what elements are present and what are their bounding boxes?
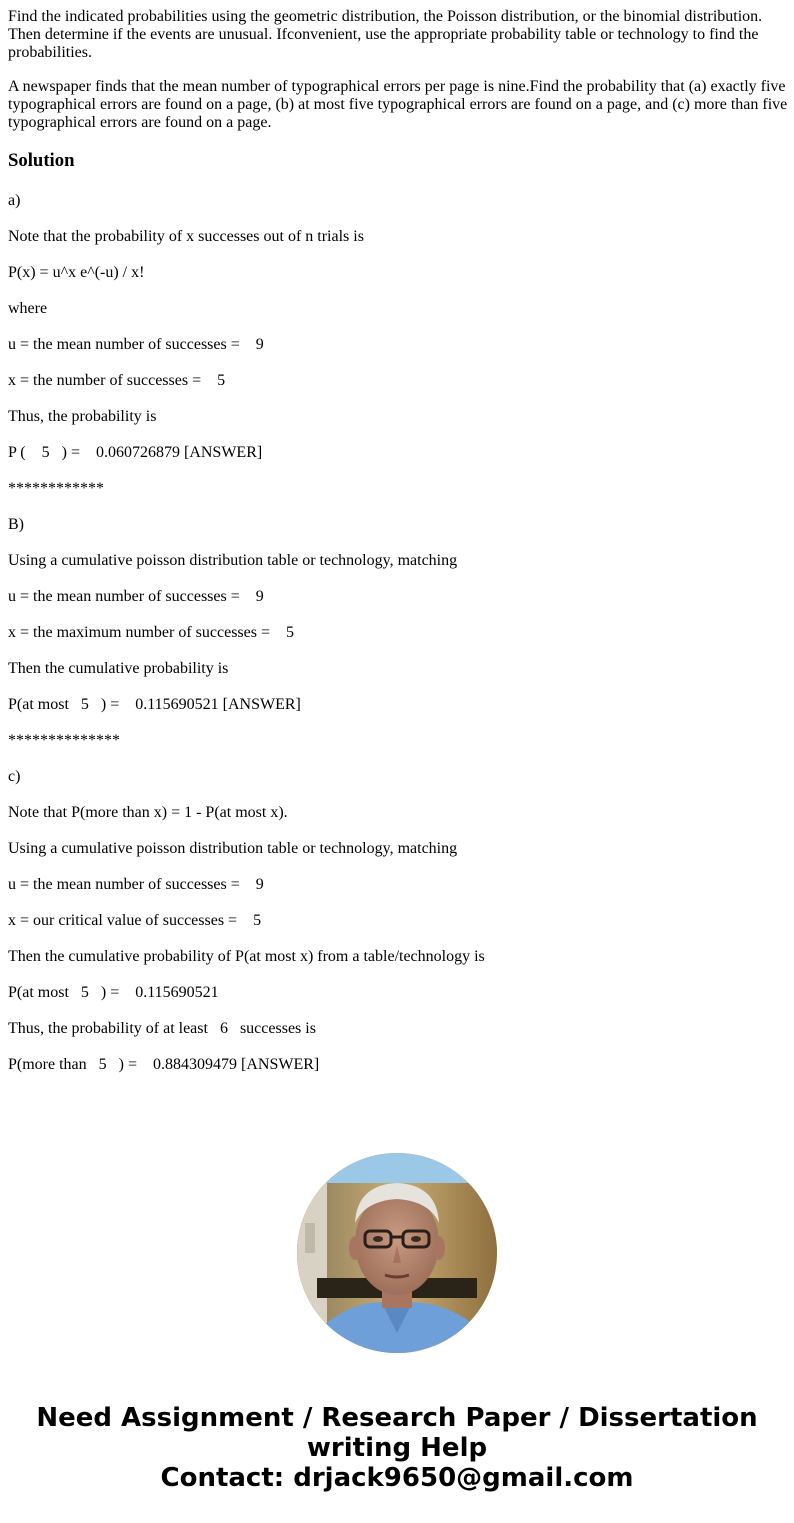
solution-line: P(at most 5 ) = 0.115690521 (8, 984, 219, 1001)
solution-line: Thus, the probability is (8, 408, 157, 425)
solution-line: c) (8, 768, 21, 785)
solution-line: u = the mean number of successes = 9 (8, 336, 264, 353)
solution-answer-a: P ( 5 ) = 0.060726879 [ANSWER] (8, 444, 263, 461)
solution-line: P(x) = u^x e^(-u) / x! (8, 264, 145, 281)
solution-line: u = the mean number of successes = 9 (8, 588, 264, 605)
solution-line: Then the cumulative probability is (8, 660, 229, 677)
solution-line: x = the number of successes = 5 (8, 372, 226, 389)
author-photo (297, 1153, 497, 1353)
separator-stars: ************ (8, 480, 104, 497)
solution-line: Note that the probability of x successes out of n trials is (8, 228, 364, 245)
solution-line: x = our critical value of successes = 5 (8, 912, 262, 929)
problem-question: A newspaper finds that the mean number of typographical errors per page is nine.Find the probability that (a) exactly five typographical errors are found on a page, (b) at most five typographical errors are found on a page, and (c) more than five typographical errors are found on a page. (8, 78, 788, 131)
solution-line: B) (8, 516, 24, 533)
separator-stars: ************** (8, 732, 120, 749)
solution-answer-b: P(at most 5 ) = 0.115690521 [ANSWER] (8, 696, 301, 713)
solution-line: Using a cumulative poisson distribution table or technology, matching (8, 552, 458, 569)
banner-line: writing Help (306, 1433, 488, 1463)
contact-banner (0, 1403, 794, 1493)
author-avatar (297, 1153, 497, 1353)
solution-body (8, 192, 788, 1074)
solution-line: x = the maximum number of successes = 5 (8, 624, 294, 641)
solution-line: Then the cumulative probability of P(at most x) from a table/technology is (8, 948, 485, 965)
contact-email: Contact: drjack9650@gmail.com (160, 1463, 634, 1493)
solution-heading: Solution (8, 150, 75, 171)
document-content (8, 0, 788, 1074)
solution-line: where (8, 300, 48, 317)
banner-line: Need Assignment / Research Paper / Dissertation (36, 1403, 758, 1433)
solution-line: Using a cumulative poisson distribution table or technology, matching (8, 840, 458, 857)
solution-answer-c: P(more than 5 ) = 0.884309479 [ANSWER] (8, 1056, 320, 1073)
problem-instructions: Find the indicated probabilities using the geometric distribution, the Poisson distribution, or the binomial distribution. Then determine if the events are unusual. Ifconvenient, use the appropriate probability table or technology to find the probabilities. (8, 8, 763, 61)
solution-line: a) (8, 192, 21, 209)
solution-line: Note that P(more than x) = 1 - P(at most x). (8, 804, 288, 821)
solution-line: Thus, the probability of at least 6 successes is (8, 1020, 316, 1037)
solution-line: u = the mean number of successes = 9 (8, 876, 264, 893)
